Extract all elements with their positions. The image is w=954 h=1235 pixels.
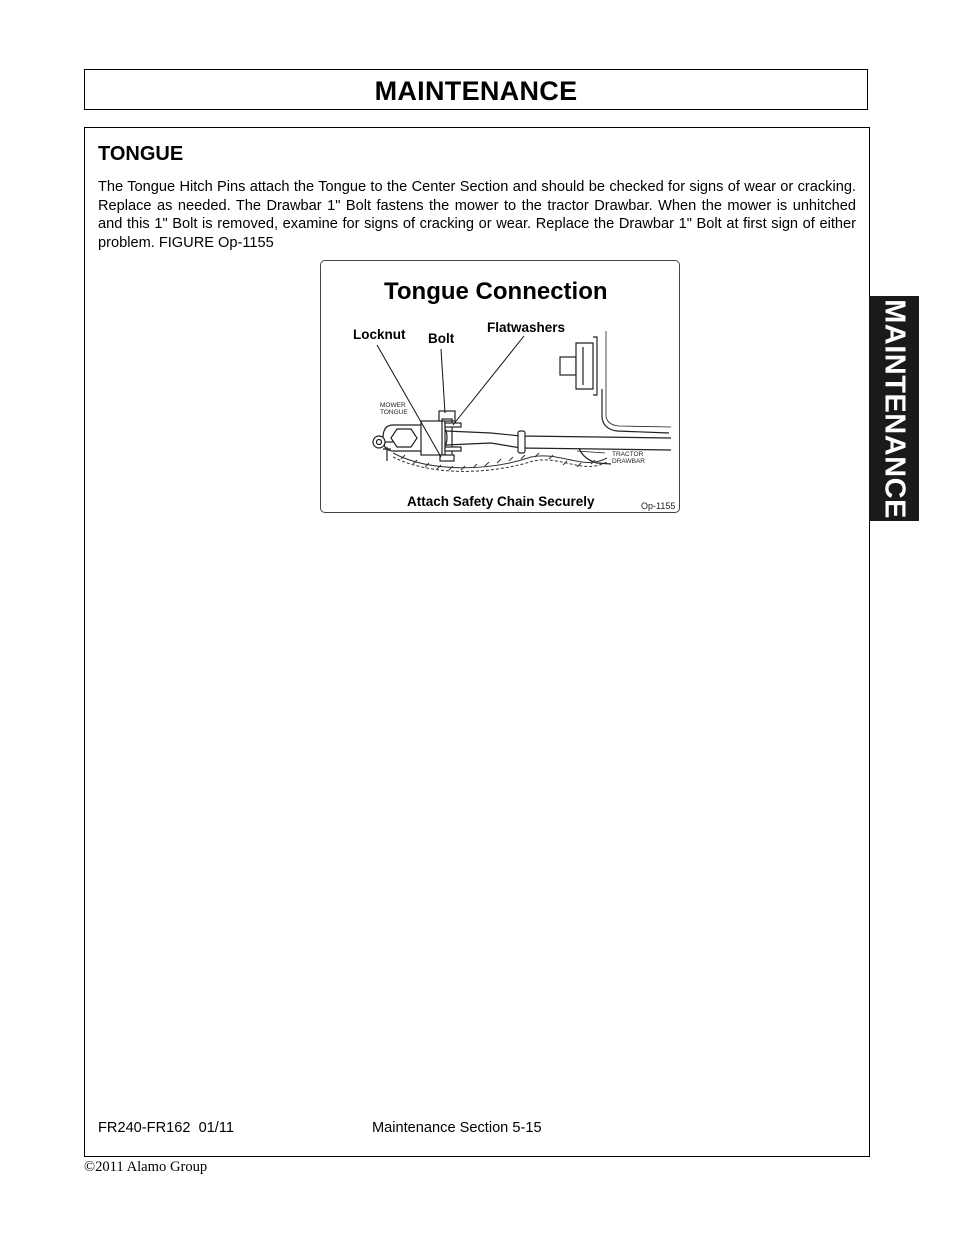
label-tractor-drawbar-line1: TRACTOR <box>612 451 644 458</box>
label-tractor-drawbar-line2: DRAWBAR <box>612 458 645 465</box>
label-mower-tongue-line2: TONGUE <box>380 409 408 416</box>
figure-title: Tongue Connection <box>384 278 608 305</box>
side-tab <box>869 296 919 521</box>
figure-code: Op-1155 <box>641 501 676 511</box>
label-locknut: Locknut <box>353 327 406 342</box>
footer-model: FR240-FR162 01/11 <box>98 1120 235 1136</box>
copyright: ©2011 Alamo Group <box>84 1159 208 1175</box>
label-tractor-drawbar <box>612 451 645 465</box>
footer-section: Maintenance Section 5-15 <box>372 1120 542 1136</box>
label-bolt: Bolt <box>428 331 455 346</box>
side-tab-label: MAINTENANCE <box>878 298 911 519</box>
page-title: MAINTENANCE <box>374 76 578 106</box>
label-flatwashers: Flatwashers <box>487 320 566 335</box>
figure-tongue-connection <box>320 260 680 513</box>
label-mower-tongue <box>380 402 408 416</box>
header-box <box>84 69 868 110</box>
figure-caption: Attach Safety Chain Securely <box>407 494 595 509</box>
label-mower-tongue-line1: MOWER <box>380 402 406 409</box>
section-heading: TONGUE <box>98 143 184 165</box>
section-body: The Tongue Hitch Pins attach the Tongue to the Center Section and should be checked for signs of wear or cracking. Replace as needed. The Drawbar 1" Bolt fastens the mower to the tractor Drawbar. When the mower is unhitched and this 1" Bolt is removed, examine for signs of cracking or wear. Replace the Drawbar 1" Bolt at first sign of either problem. FIGURE Op-1155 <box>98 179 856 251</box>
